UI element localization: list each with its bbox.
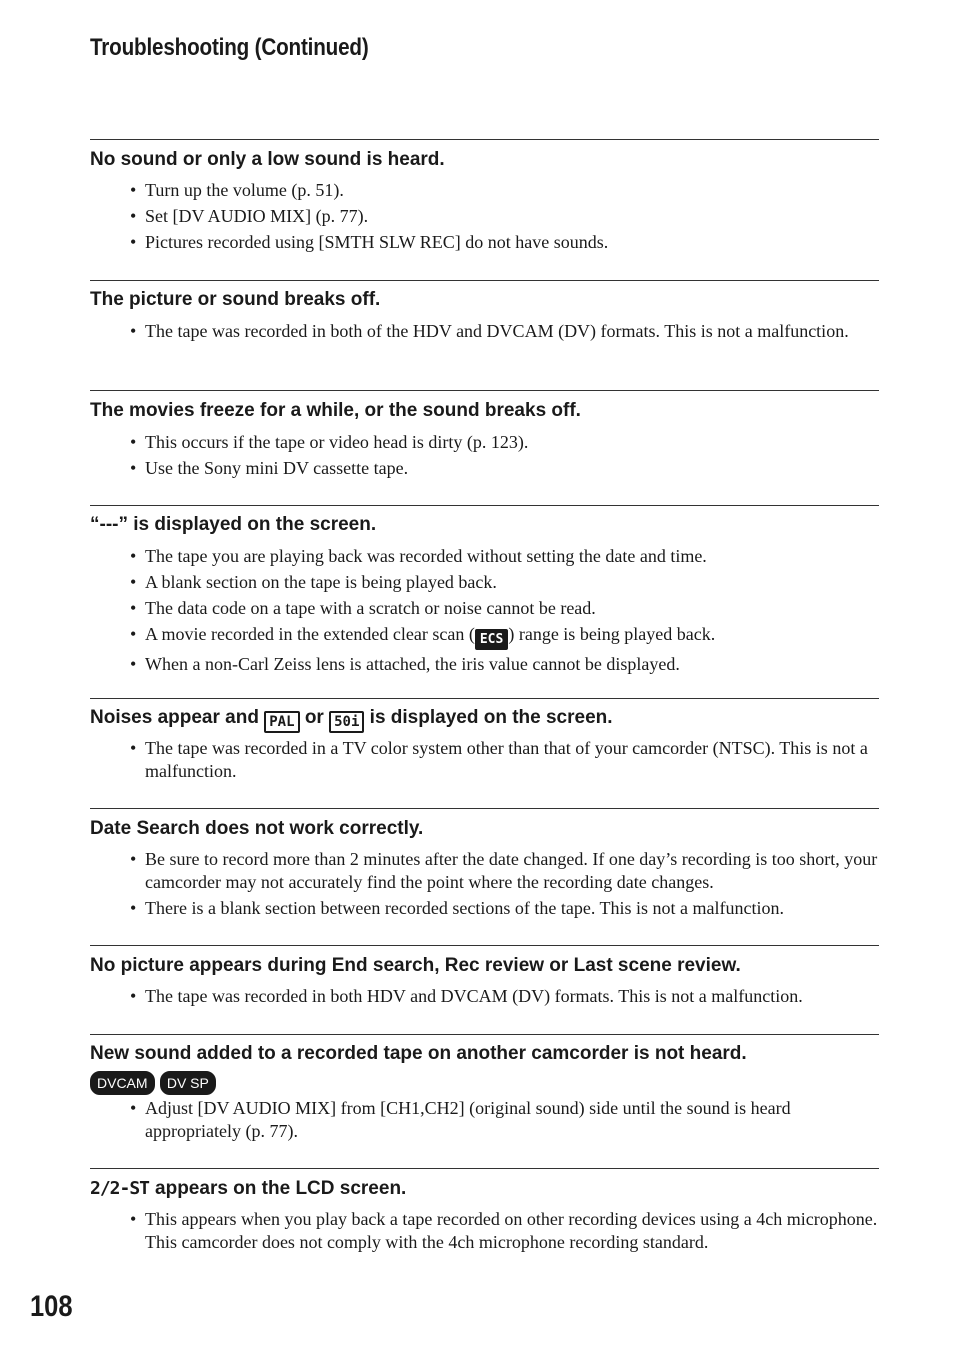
section-heading: The movies freeze for a while, or the sound breaks off. [90,400,581,421]
bullet-list [130,179,880,254]
section-divider [90,1168,879,1169]
list-item: • A blank section on the tape is being played back. [130,571,880,594]
page-number: 108 [30,1290,73,1323]
section-heading [90,706,879,733]
dv-sp-icon: DV SP [160,1071,216,1095]
section-heading: New sound added to a recorded tape on another camcorder is not heard. [90,1043,747,1064]
section-divider [90,945,879,946]
stereo-2-2-st-icon: 2/2-ST [90,1178,150,1199]
list-item-text: ) range is being played back. [508,624,716,644]
section-heading: “---” is displayed on the screen. [90,514,377,535]
list-item: • Use the Sony mini DV cassette tape. [130,457,880,480]
list-item [130,623,880,650]
heading-text: Noises appear and [90,707,259,728]
list-item: • The tape was recorded in a TV color system other than that of your camcorder (NTSC). This is not a malfunction. [130,737,880,783]
section-divider [90,808,879,809]
list-item: • There is a blank section between recorded sections of the tape. This is not a malfunction. [130,897,880,920]
section-heading: The picture or sound breaks off. [90,289,381,310]
bullet-list [130,737,880,783]
heading-text: is displayed on the screen. [369,707,613,728]
ecs-icon: ECS [475,629,508,650]
list-item: • This occurs if the tape or video head is dirty (p. 123). [130,431,880,454]
section-divider [90,1034,879,1035]
bullet-list [130,431,880,480]
list-item: • Set [DV AUDIO MIX] (p. 77). [130,205,880,228]
section-divider [90,280,879,281]
bullet-list [130,545,880,676]
list-item: • The tape was recorded in both of the HDV and DVCAM (DV) formats. This is not a malfunction. [130,320,880,343]
section-heading: Date Search does not work correctly. [90,818,424,839]
bullet-list [130,1208,880,1254]
section-divider [90,698,879,699]
section-heading [90,1177,879,1201]
dvcam-icon: DVCAM [90,1071,155,1095]
list-item-text: A movie recorded in the extended clear scan ( [145,624,475,644]
list-item: • Pictures recorded using [SMTH SLW REC] do not have sounds. [130,231,880,254]
list-item: • The data code on a tape with a scratch or noise cannot be read. [130,597,880,620]
section-divider [90,505,879,506]
section-divider [90,139,879,140]
bullet-list [130,848,880,920]
bullet-list [130,320,880,343]
list-item: • Turn up the volume (p. 51). [130,179,880,202]
list-item: • Be sure to record more than 2 minutes after the date changed. If one day’s recording is too short, your camcorder may not accurately find the point where the recording date changes. [130,848,880,894]
pal-icon: PAL [264,711,299,733]
list-item: • The tape was recorded in both HDV and DVCAM (DV) formats. This is not a malfunction. [130,985,880,1008]
format-icon-row [90,1068,879,1095]
bullet-list [130,985,880,1008]
heading-text: or [304,707,324,728]
section-divider [90,390,879,391]
50i-icon: 50i [329,711,364,733]
list-item: • The tape you are playing back was recorded without setting the date and time. [130,545,880,568]
section-heading: No picture appears during End search, Rec review or Last scene review. [90,955,741,976]
list-item: • Adjust [DV AUDIO MIX] from [CH1,CH2] (original sound) side until the sound is heard appropriately (p. 77). [130,1097,880,1143]
bullet-list [130,1097,880,1143]
heading-text: appears on the LCD screen. [155,1178,407,1199]
list-item: • This appears when you play back a tape recorded on other recording devices using a 4ch microphone. This camcorder does not comply with the 4ch microphone recording standard. [130,1208,880,1254]
list-item: • When a non-Carl Zeiss lens is attached, the iris value cannot be displayed. [130,653,880,676]
page-header-title: Troubleshooting (Continued) [90,34,369,61]
section-heading: No sound or only a low sound is heard. [90,149,445,170]
